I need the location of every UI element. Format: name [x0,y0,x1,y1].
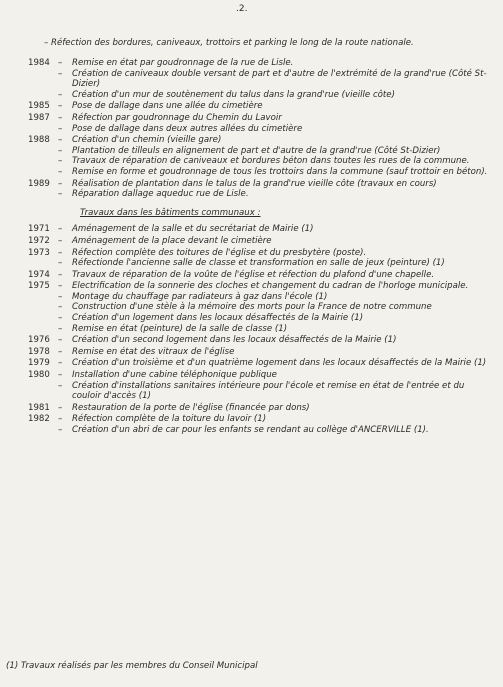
work-item: – Réfection complète de la toiture du lavoir (1) [58,414,267,425]
year-label: 1989 [28,178,50,189]
year-label: 1976 [28,335,50,346]
work-item: – Remise en état par goudronnage de la rue de Lisle. [58,58,294,68]
year-label: 1971 [28,224,50,235]
work-item: – Réfection par goudronnage du Chemin du Lavoir [58,112,282,123]
work-item: – Pose de dallage dans une allée du cimetière [58,101,263,112]
year-label: 1973 [28,247,50,258]
work-item: – Création d'un logement dans les locaux désaffectés de la Mairie (1) [58,313,364,324]
year-label: 1975 [28,281,50,292]
year-label: 1978 [28,346,50,357]
year-label: 1988 [28,135,50,146]
year-label: 1979 [28,358,50,369]
work-item: – Création de caniveaux double versant de part et d'autre de l'extrémité de la grand'rue (Côté St-Dizier) [58,68,487,90]
year-entry [28,224,488,235]
work-item: – Réfectionde l'ancienne salle de classe et transformation en salle de jeux (peinture) (1) [58,258,445,269]
work-item: – Remise en forme et goudronnage de tous les trottoirs dans la commune (sauf trottoir en béton). [58,166,488,177]
work-item: – Création d'installations sanitaires intérieure pour l'école et remise en état de l'entrée et du couloir d'accès (1) [58,380,465,402]
year-entry [28,370,488,402]
work-item: – Réparation dallage aqueduc rue de Lisle. [58,189,249,200]
intro-line: – Réfection des bordures, caniveaux, trottoirs et parking le long de la route nationale. [44,38,414,48]
year-entry [28,281,488,334]
year-label: 1984 [28,58,50,68]
year-entry [28,248,488,269]
work-item: – Réalisation de plantation dans le talus de la grand'rue vieille côte (travaux en cours) [58,178,437,189]
year-label: 1974 [28,269,50,280]
work-item: – Construction d'une stèle à la mémoire des morts pour la France de notre commune [58,302,432,313]
work-item: – Restauration de la porte de l'église (financée par dons) [58,402,310,413]
year-label: 1982 [28,414,50,425]
year-entry [28,403,488,414]
work-item: – Réfection complète des toitures de l'église et du presbytère (poste). [58,247,367,258]
work-item: – Pose de dallage dans deux autres allées du cimetière [58,123,303,134]
work-item: – Création d'un chemin (vieille gare) [58,135,222,146]
work-item: – Aménagement de la place devant le cimetière [58,235,272,246]
page-number: .2. [236,4,248,14]
works-list [28,58,488,437]
work-item: – Aménagement de la salle et du secrétariat de Mairie (1) [58,224,314,235]
year-entry [28,58,488,100]
year-entry [28,347,488,358]
work-item: – Création d'un troisième et d'un quatrième logement dans les locaux désaffectés de la Mairie (1) [58,358,487,369]
work-item: – Travaux de réparation de la voûte de l'église et réfection du plafond d'une chapelle. [58,269,435,280]
work-item: – Création d'un abri de car pour les enfants se rendant au collège d'ANCERVILLE (1). [58,425,429,435]
year-entry [28,179,488,200]
year-entry [28,236,488,247]
year-entry [28,270,488,281]
work-item: – Plantation de tilleuls en alignement de part et d'autre de la grand'rue (Côté St-Dizier) [58,145,441,156]
year-entry [28,135,488,177]
year-entry [28,358,488,369]
work-item: – Remise en état des vitraux de l'église [58,346,235,357]
work-item: – Création d'un second logement dans les locaux désaffectés de la Mairie (1) [58,335,397,346]
year-entry [28,414,488,435]
section-title: Travaux dans les bâtiments communaux : [80,207,261,218]
work-item: – Installation d'une cabine téléphonique publique [58,370,277,381]
work-item: – Electrification de la sonnerie des cloches et changement du cadran de l'horloge municipale. [58,281,469,292]
year-label: 1985 [28,101,50,112]
footnote: (1) Travaux réalisés par les membres du Conseil Municipal [6,661,258,671]
year-entry [28,335,488,346]
work-item: – Remise en état (peinture) de la salle de classe (1) [58,323,288,334]
work-item: – Travaux de réparation de caniveaux et bordures béton dans toutes les rues de la commune. [58,156,470,167]
year-label: 1981 [28,402,50,413]
year-entry [28,101,488,112]
work-item: – Création d'un mur de soutènement du talus dans la grand'rue (vieille côte) [58,89,395,100]
year-label: 1980 [28,370,50,381]
year-entry [28,113,488,134]
work-item: – Montage du chauffage par radiateurs à gaz dans l'école (1) [58,291,328,302]
year-label: 1987 [28,112,50,123]
year-label: 1972 [28,235,50,246]
